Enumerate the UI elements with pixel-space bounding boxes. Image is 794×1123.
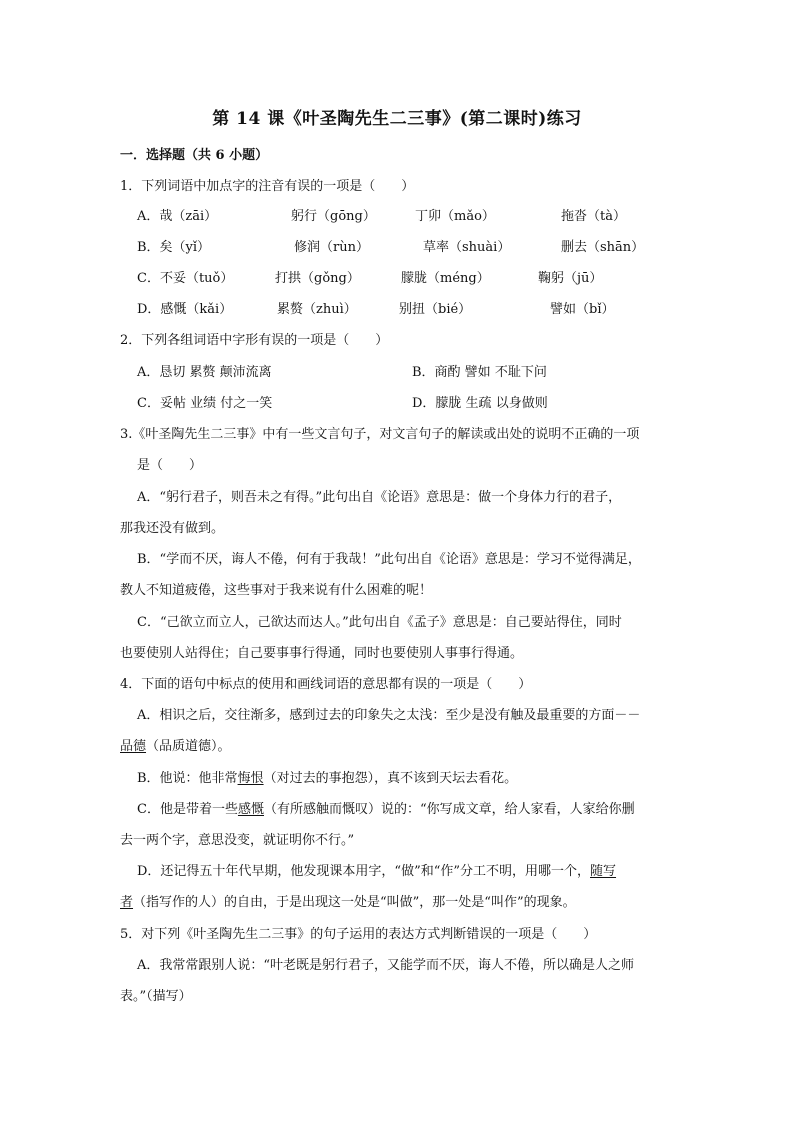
q3-option-b-cont: 教人不知道疲倦，这些事对于我来说有什么困难的呢！ xyxy=(120,583,433,598)
q2-option-a: A．恳切 累赘 颠沛流离 xyxy=(137,365,272,380)
q4-d-gloss: （指写作的人）的自由，于是出现这一处是“叫做”，那一处是“叫作”的现象。 xyxy=(133,895,576,910)
q4-d-underlined-word-part2: 者 xyxy=(120,895,134,910)
q4-c-text: C．他是带着一些 xyxy=(137,802,238,817)
q4-option-c-cont: 去一两个字，意思没变，就证明你不行。” xyxy=(120,833,355,848)
q1-option-a-1: A．哉（zāi） xyxy=(137,209,218,224)
page-title: 第 14 课《叶圣陶先生二三事》(第二课时)练习 xyxy=(212,109,582,129)
q2-option-d: D．朦胧 生疏 以身做则 xyxy=(412,396,548,411)
q1-option-b-2: 修润（rùn） xyxy=(294,240,369,255)
q3-option-c: C．“己欲立而立人，己欲达而达人。”此句出自《孟子》意思是：自己要站得住，同时 xyxy=(137,615,622,630)
question-1-stem: 1．下列词语中加点字的注音有误的一项是（ ） xyxy=(120,179,415,194)
q1-option-b-4: 删去（shān） xyxy=(561,240,645,255)
q1-option-d-4: 譬如（bǐ） xyxy=(550,302,615,317)
q1-option-b-3: 草率（shuài） xyxy=(423,240,511,255)
q1-option-d-1: D．感慨（kǎi） xyxy=(137,302,233,317)
question-3-stem: 3.《叶圣陶先生二三事》中有一些文言句子，对文言句子的解读或出处的说明不正确的一项 xyxy=(120,427,640,442)
q4-option-b xyxy=(137,770,517,788)
q2-option-c: C．妥帖 业绩 付之一笑 xyxy=(137,396,273,411)
q1-option-c-4: 鞠躬（jū） xyxy=(538,271,603,286)
q4-d-text: D．还记得五十年代早期，他发现课本用字，“做”和“作”分工不明，用哪一个， xyxy=(137,864,591,879)
q4-option-a: A．相识之后，交往渐多，感到过去的印象失之太浅：至少是没有触及最重要的方面－－ xyxy=(137,708,641,723)
q3-option-a: A．“躬行君子，则吾未之有得。”此句出自《论语》意思是：做一个身体力行的君子， xyxy=(137,490,622,505)
q4-option-a-cont xyxy=(120,738,231,756)
q1-option-a-3: 丁卯（mǎo） xyxy=(415,209,495,224)
q2-option-b: B．商酌 譬如 不耻下问 xyxy=(412,365,547,380)
q4-a-gloss: （品质道德）。 xyxy=(146,739,231,754)
q1-option-a-4: 拖沓（tà） xyxy=(561,209,626,224)
q3-option-a-cont: 那我还没有做到。 xyxy=(120,521,225,536)
question-3-stem-cont: 是（ ） xyxy=(137,458,203,473)
q1-option-d-3: 别扭（bié） xyxy=(399,302,472,317)
q1-option-d-2: 累赘（zhuì） xyxy=(277,302,357,317)
q5-option-a-cont: 表。”（描写） xyxy=(120,989,192,1004)
q4-a-underlined-word: 品德 xyxy=(120,739,147,754)
q4-b-gloss: （对过去的事抱怨），真不该到天坛去看花。 xyxy=(263,771,518,786)
q4-option-c xyxy=(137,801,635,819)
q4-option-d xyxy=(137,863,616,881)
q4-b-underlined-word: 悔恨 xyxy=(237,771,264,786)
q1-option-c-1: C．不妥（tuǒ） xyxy=(137,271,234,286)
q4-c-gloss: （有所感触而慨叹）说的：“你写成文章，给人家看，人家给你删 xyxy=(263,802,635,817)
q3-option-b: B．“学而不厌，诲人不倦，何有于我哉！”此句出自《论语》意思是：学习不觉得满足， xyxy=(137,552,641,567)
q3-option-c-cont: 也要使别人站得住；自己要事事行得通，同时也要使别人事事行得通。 xyxy=(120,646,524,661)
q1-option-a-2: 躬行（gōng） xyxy=(291,209,376,224)
question-2-stem: 2．下列各组词语中字形有误的一项是（ ） xyxy=(120,333,389,348)
q1-option-c-2: 打拱（gǒng） xyxy=(275,271,360,286)
q4-d-underlined-word-part1: 随写 xyxy=(590,864,617,879)
question-4-stem: 4．下面的语句中标点的使用和画线词语的意思都有误的一项是（ ） xyxy=(120,677,532,692)
section-heading: 一．选择题（共 6 小题） xyxy=(120,148,269,163)
question-5-stem: 5．对下列《叶圣陶先生二三事》的句子运用的表达方式判断错误的一项是（ ） xyxy=(120,927,597,942)
q1-option-c-3: 朦胧（méng） xyxy=(401,271,490,286)
q4-option-d-cont xyxy=(120,894,576,912)
q4-b-text: B．他说：他非常 xyxy=(137,771,238,786)
q5-option-a: A．我常常跟别人说：“叶老既是躬行君子，又能学而不厌，诲人不倦，所以确是人之师 xyxy=(137,958,635,973)
q1-option-b-1: B．矣（yǐ） xyxy=(137,240,211,255)
q4-c-underlined-word: 感慨 xyxy=(237,802,264,817)
